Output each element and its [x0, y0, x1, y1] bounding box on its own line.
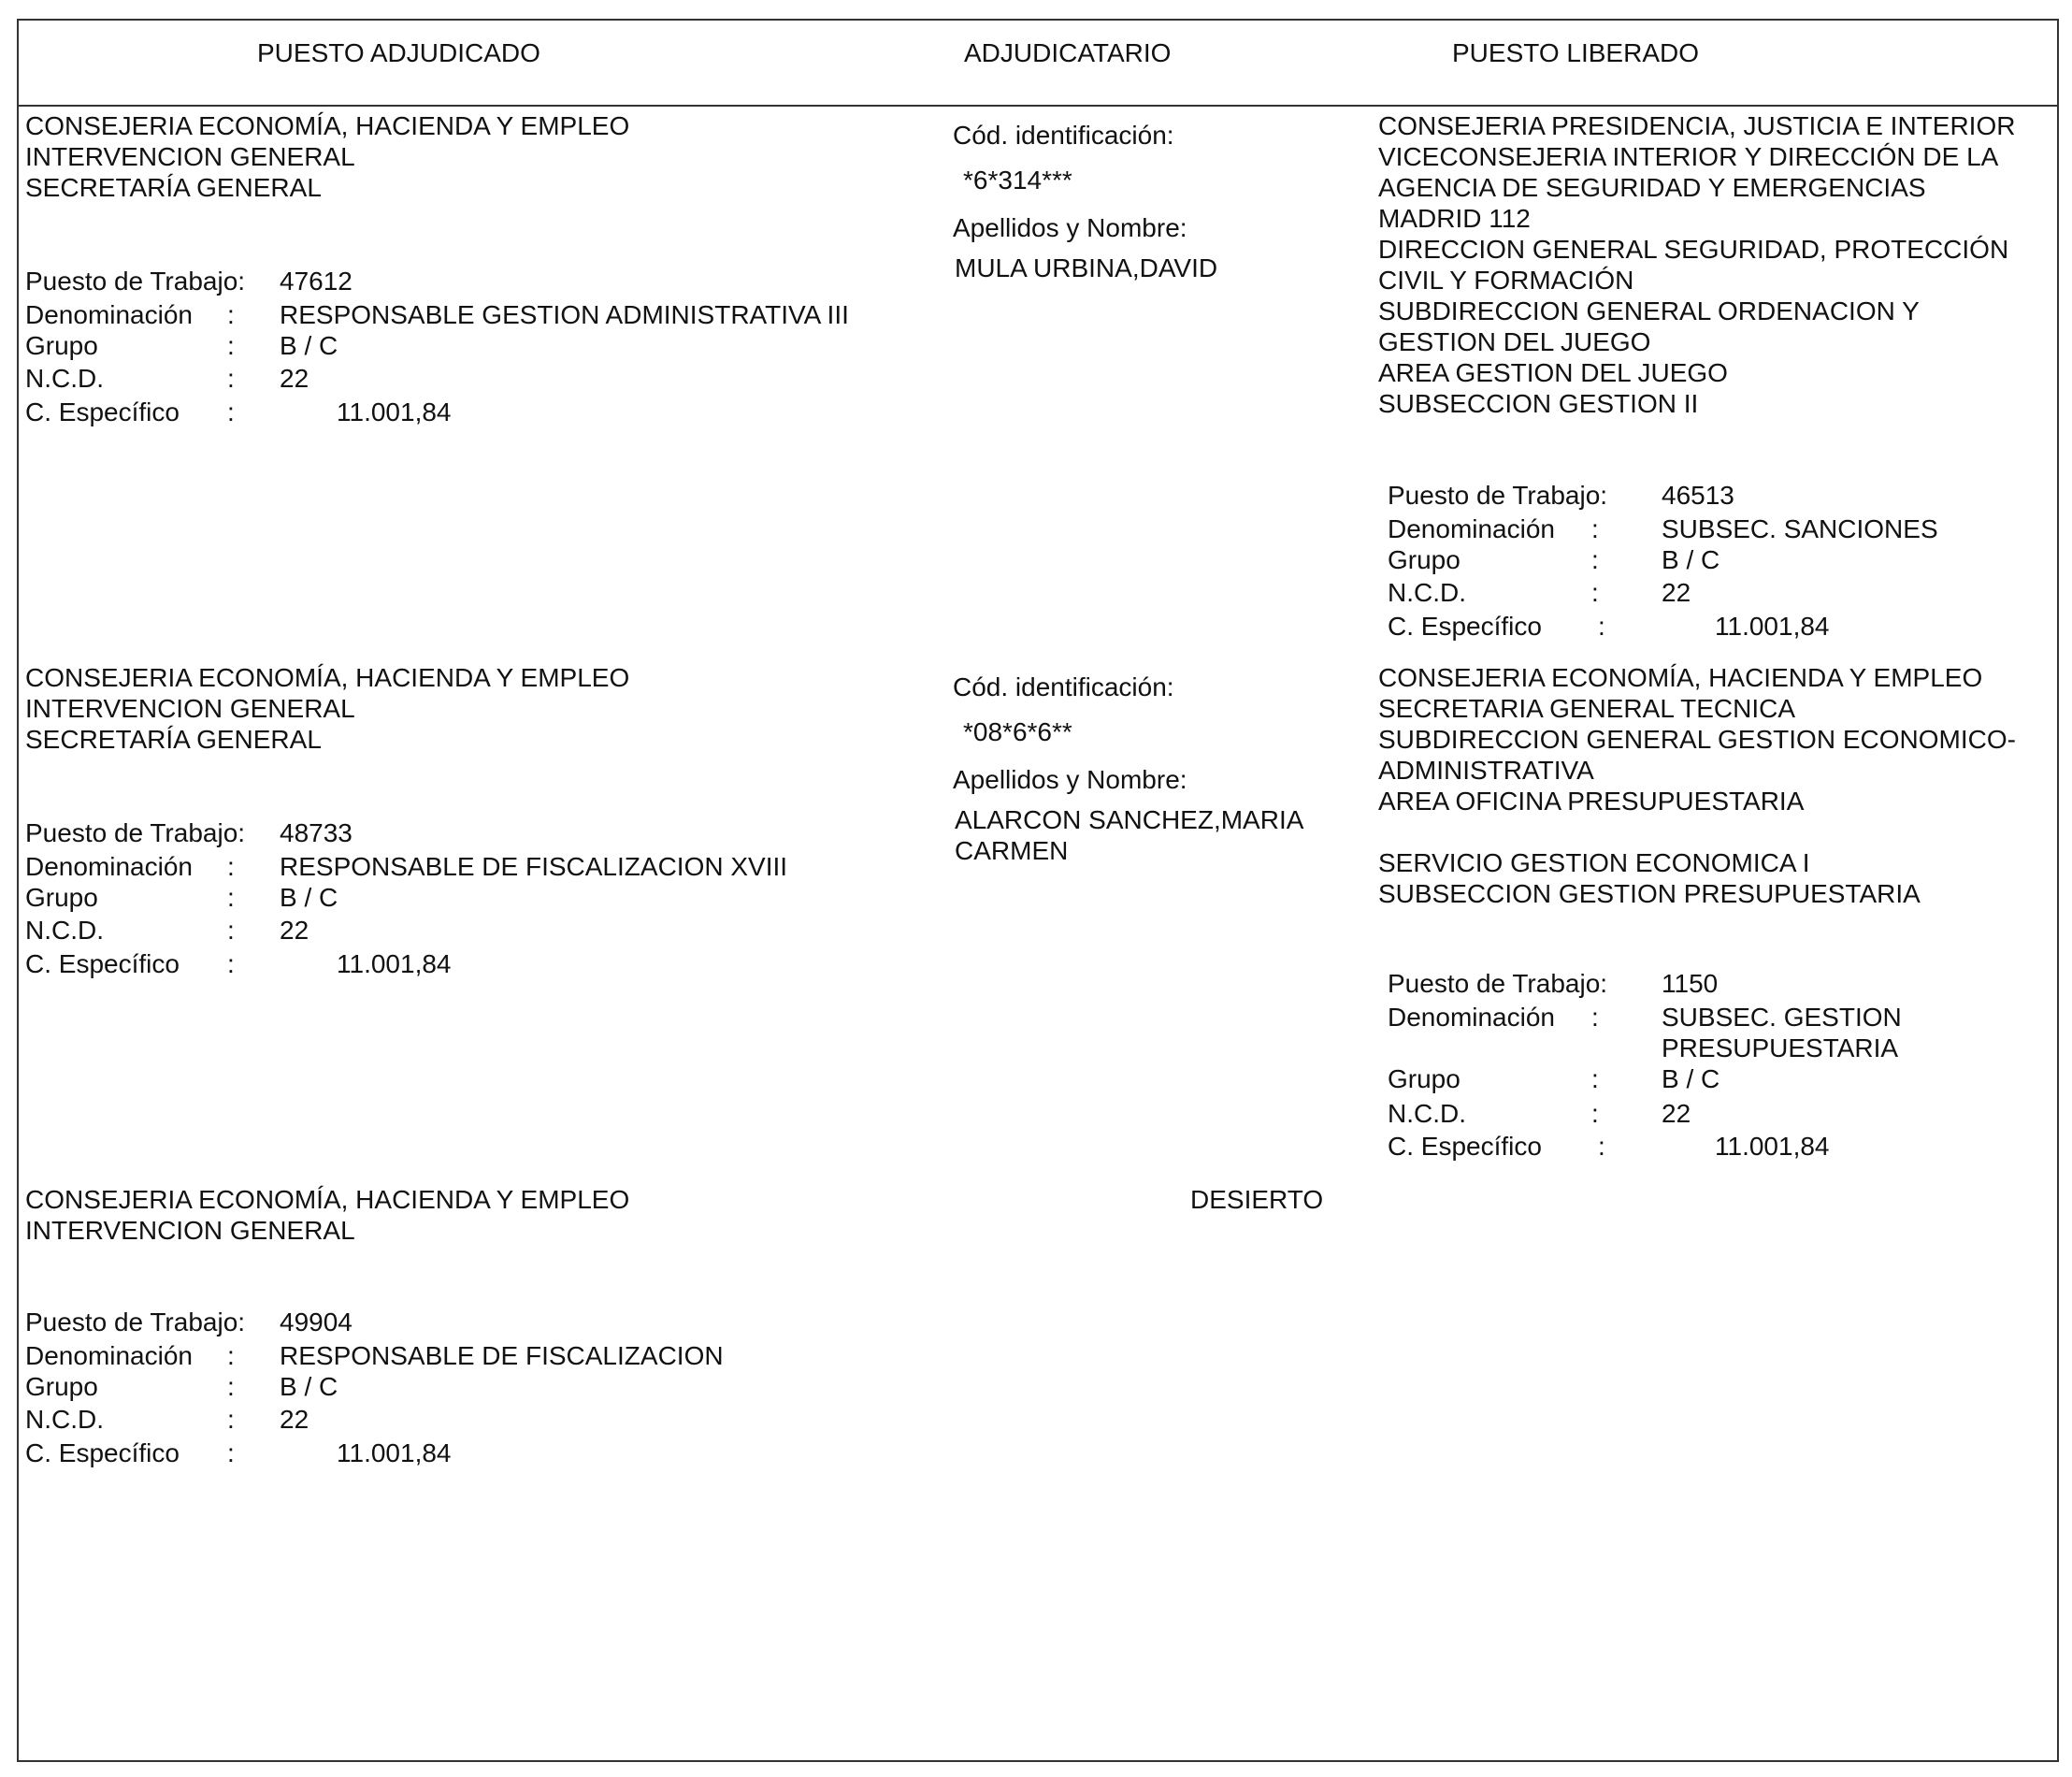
liberado-org-2-line: SUBSECCION GESTION PRESUPUESTARIA: [1378, 879, 1921, 908]
adjudicado-3-label-denominacion: Denominación: [25, 1341, 193, 1370]
liberado-2-value-ncd: 22: [1662, 1099, 1691, 1128]
liberado-org-1-line: CIVIL Y FORMACIÓN: [1378, 266, 1634, 295]
adjudicado-1-label-c_especifico: C. Específico: [25, 397, 180, 426]
liberado-2-colon: :: [1591, 1099, 1599, 1128]
header-divider: [19, 105, 2057, 107]
adjudicado-3-value-denominacion: RESPONSABLE DE FISCALIZACION: [280, 1341, 724, 1370]
cod-identificacion-label: Cód. identificación:: [953, 672, 1174, 701]
liberado-org-1-line: MADRID 112: [1378, 204, 1531, 233]
adjudicado-2-label-c_especifico: C. Específico: [25, 949, 180, 978]
liberado-1-colon: :: [1591, 514, 1599, 543]
adjudicado-3-label-puesto_trabajo: Puesto de Trabajo:: [25, 1307, 246, 1336]
adjudicado-3-label-c_especifico: C. Específico: [25, 1438, 180, 1467]
adjudicado-3-colon: :: [227, 1438, 235, 1467]
liberado-org-2-line: SUBDIRECCION GENERAL GESTION ECONOMICO-: [1378, 725, 2016, 754]
adjudicado-1-value-ncd: 22: [280, 364, 309, 393]
liberado-org-1-line: GESTION DEL JUEGO: [1378, 327, 1651, 356]
liberado-1-colon: :: [1591, 545, 1599, 574]
cod-identificacion-label: Cód. identificación:: [953, 121, 1174, 150]
adjudicado-3-label-grupo: Grupo: [25, 1372, 98, 1401]
adjudicado-3-value-puesto_trabajo: 49904: [280, 1307, 353, 1336]
liberado-1-colon: :: [1598, 612, 1605, 641]
cod-identificacion-value: *08*6*6**: [963, 717, 1072, 746]
adjudicado-2-colon: :: [227, 883, 235, 912]
liberado-org-2-line: CONSEJERIA ECONOMÍA, HACIENDA Y EMPLEO: [1378, 663, 1983, 692]
adjudicado-1-value-c_especifico: 11.001,84: [337, 397, 452, 426]
col-header-puesto-adjudicado: PUESTO ADJUDICADO: [257, 38, 540, 67]
liberado-1-value-c_especifico: 11.001,84: [1715, 612, 1830, 641]
liberado-2-value-c_especifico: 11.001,84: [1715, 1132, 1830, 1161]
liberado-2-colon: :: [1598, 1132, 1605, 1161]
adjudicatario-nombre-line: CARMEN: [955, 836, 1069, 865]
adjudicado-1-colon: :: [227, 300, 235, 329]
liberado-1-value-ncd: 22: [1662, 578, 1691, 607]
adjudicado-2-colon: :: [227, 852, 235, 881]
liberado-2-value-line: SUBSEC. GESTION: [1662, 1003, 1902, 1032]
adjudicado-2-value-grupo: B / C: [280, 883, 338, 912]
liberado-org-1-line: SUBSECCION GESTION II: [1378, 389, 1699, 418]
liberado-1-label-grupo: Grupo: [1388, 545, 1460, 574]
liberado-2-label-puesto_trabajo: Puesto de Trabajo:: [1388, 969, 1608, 998]
adjudicado-org-3-line: CONSEJERIA ECONOMÍA, HACIENDA Y EMPLEO: [25, 1185, 630, 1214]
liberado-org-1-line: CONSEJERIA PRESIDENCIA, JUSTICIA E INTERIOR: [1378, 111, 2016, 140]
liberado-1-colon: :: [1591, 578, 1599, 607]
col-header-adjudicatario: ADJUDICATARIO: [964, 38, 1172, 67]
liberado-org-2: [1378, 662, 2016, 909]
liberado-org-1: [1378, 110, 2015, 419]
adjudicado-1-colon: :: [227, 397, 235, 426]
liberado-1-label-denominacion: Denominación: [1388, 514, 1555, 543]
liberado-org-2-line: [1378, 816, 2016, 847]
adjudicado-2-value-ncd: 22: [280, 916, 309, 945]
liberado-2-value-line: PRESUPUESTARIA: [1662, 1033, 1899, 1062]
adjudicado-org-1-line: CONSEJERIA ECONOMÍA, HACIENDA Y EMPLEO: [25, 111, 630, 140]
liberado-org-2-line: ADMINISTRATIVA: [1378, 756, 1594, 785]
adjudicado-2-value-puesto_trabajo: 48733: [280, 818, 353, 847]
adjudicado-org-2-line: CONSEJERIA ECONOMÍA, HACIENDA Y EMPLEO: [25, 663, 630, 692]
liberado-org-1-line: AGENCIA DE SEGURIDAD Y EMERGENCIAS: [1378, 173, 1926, 202]
liberado-org-2-line: AREA OFICINA PRESUPUESTARIA: [1378, 787, 1805, 816]
adjudicado-org-3: [25, 1184, 629, 1246]
liberado-1-value-puesto_trabajo: 46513: [1662, 481, 1734, 510]
liberado-1-value-line: SUBSEC. SANCIONES: [1662, 514, 1938, 543]
liberado-2-colon: :: [1591, 1003, 1599, 1032]
liberado-org-1-line: VICECONSEJERIA INTERIOR Y DIRECCIÓN DE LA: [1378, 142, 1999, 171]
liberado-1-label-c_especifico: C. Específico: [1388, 612, 1542, 641]
adjudicado-org-2-line: INTERVENCION GENERAL: [25, 694, 355, 723]
liberado-2-label-denominacion: Denominación: [1388, 1003, 1555, 1032]
adjudicado-3-colon: :: [227, 1341, 235, 1370]
liberado-org-2-line: SECRETARIA GENERAL TECNICA: [1378, 694, 1796, 723]
adjudicado-org-2: [25, 662, 629, 755]
adjudicado-1-value-denominacion: RESPONSABLE GESTION ADMINISTRATIVA III: [280, 300, 849, 329]
adjudicado-1-label-grupo: Grupo: [25, 331, 98, 360]
adjudicado-2-label-puesto_trabajo: Puesto de Trabajo:: [25, 818, 246, 847]
apellidos-nombre-label: Apellidos y Nombre:: [953, 213, 1187, 242]
adjudicado-2-label-grupo: Grupo: [25, 883, 98, 912]
adjudicatario-nombre-line: MULA URBINA,DAVID: [955, 253, 1218, 282]
col-header-puesto-liberado: PUESTO LIBERADO: [1452, 38, 1700, 67]
adjudicado-1-label-ncd: N.C.D.: [25, 364, 104, 393]
adjudicado-2-value-denominacion: RESPONSABLE DE FISCALIZACION XVIII: [280, 852, 788, 881]
liberado-1-value-denominacion: [1662, 513, 1938, 544]
adjudicado-3-value-grupo: B / C: [280, 1372, 338, 1401]
adjudicado-3-value-c_especifico: 11.001,84: [337, 1438, 452, 1467]
adjudicado-2-value-c_especifico: 11.001,84: [337, 949, 452, 978]
adjudicado-org-3-line: INTERVENCION GENERAL: [25, 1216, 355, 1245]
adjudicado-org-2-line: SECRETARÍA GENERAL: [25, 725, 322, 754]
adjudicado-org-1-line: SECRETARÍA GENERAL: [25, 173, 322, 202]
adjudicatario-nombre: [955, 253, 1217, 283]
adjudicado-1-label-puesto_trabajo: Puesto de Trabajo:: [25, 267, 246, 296]
adjudicado-3-colon: :: [227, 1372, 235, 1401]
liberado-2-label-grupo: Grupo: [1388, 1064, 1460, 1093]
adjudicado-org-1: [25, 110, 629, 203]
liberado-2-value-grupo: B / C: [1662, 1064, 1720, 1093]
adjudicado-org-1-line: INTERVENCION GENERAL: [25, 142, 355, 171]
cod-identificacion-value: *6*314***: [963, 166, 1072, 195]
adjudicado-3-value-ncd: 22: [280, 1405, 309, 1434]
desierto-label: DESIERTO: [1190, 1185, 1324, 1214]
liberado-2-label-c_especifico: C. Específico: [1388, 1132, 1542, 1161]
liberado-1-label-puesto_trabajo: Puesto de Trabajo:: [1388, 481, 1608, 510]
adjudicado-3-label-ncd: N.C.D.: [25, 1405, 104, 1434]
adjudicado-1-value-grupo: B / C: [280, 331, 338, 360]
liberado-2-colon: :: [1591, 1064, 1599, 1093]
apellidos-nombre-label: Apellidos y Nombre:: [953, 765, 1187, 794]
adjudicado-2-colon: :: [227, 916, 235, 945]
liberado-1-label-ncd: N.C.D.: [1388, 578, 1466, 607]
adjudicado-1-colon: :: [227, 331, 235, 360]
adjudicado-2-colon: :: [227, 949, 235, 978]
adjudicado-2-label-denominacion: Denominación: [25, 852, 193, 881]
adjudicado-3-colon: :: [227, 1405, 235, 1434]
liberado-org-1-line: SUBDIRECCION GENERAL ORDENACION Y: [1378, 296, 1920, 325]
adjudicatario-nombre: [955, 804, 1303, 866]
liberado-org-1-line: DIRECCION GENERAL SEGURIDAD, PROTECCIÓN: [1378, 235, 2009, 264]
liberado-2-label-ncd: N.C.D.: [1388, 1099, 1466, 1128]
liberado-org-2-line: SERVICIO GESTION ECONOMICA I: [1378, 848, 1810, 877]
adjudicado-1-colon: :: [227, 364, 235, 393]
adjudicado-2-label-ncd: N.C.D.: [25, 916, 104, 945]
adjudicatario-nombre-line: ALARCON SANCHEZ,MARIA: [955, 805, 1304, 834]
liberado-2-value-puesto_trabajo: 1150: [1662, 969, 1719, 998]
adjudicado-1-label-denominacion: Denominación: [25, 300, 193, 329]
liberado-org-1-line: AREA GESTION DEL JUEGO: [1378, 358, 1728, 387]
liberado-2-value-denominacion: [1662, 1002, 1902, 1063]
liberado-1-value-grupo: B / C: [1662, 545, 1720, 574]
adjudicado-1-value-puesto_trabajo: 47612: [280, 267, 353, 296]
